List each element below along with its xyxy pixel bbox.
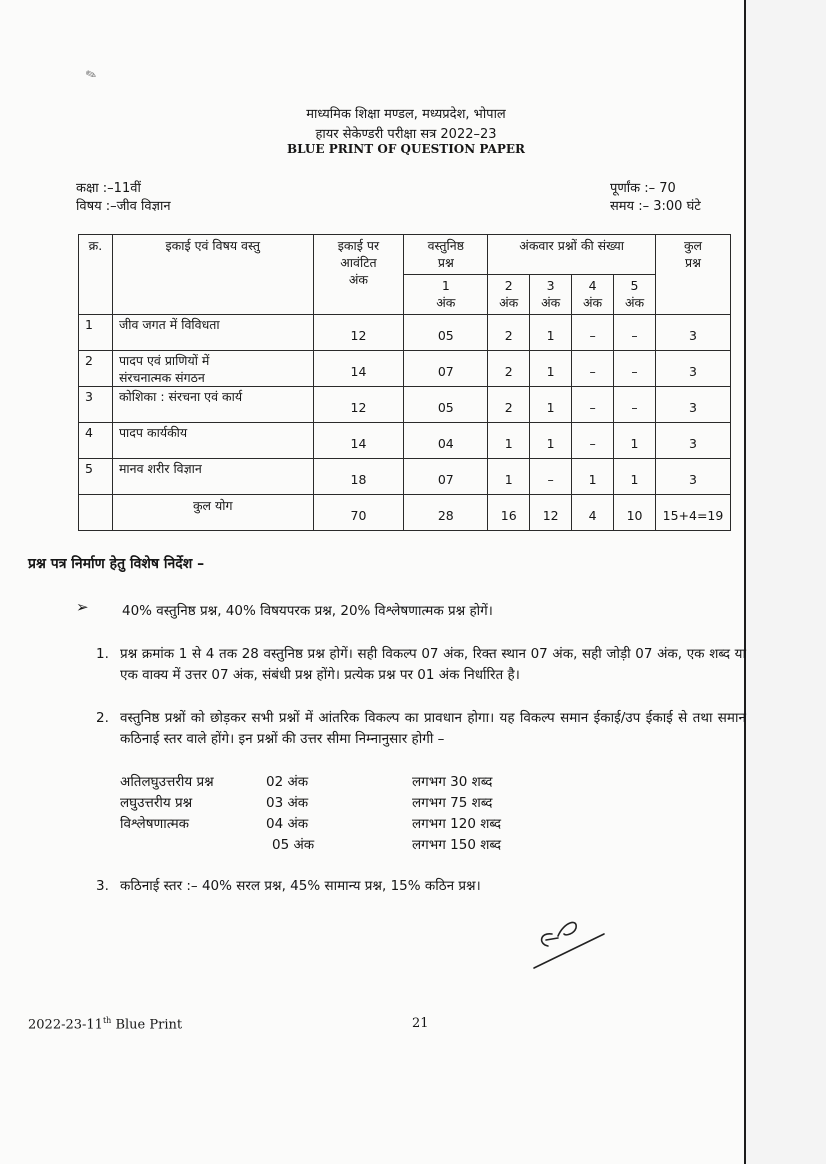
header-4mark: 4 अंक [572,275,614,315]
cell-total: 3 [655,459,730,495]
cell-m2: 2 [488,387,530,423]
cell-m4: 1 [572,459,614,495]
board-name: माध्यमिक शिक्षा मण्डल, मध्यप्रदेश, भोपाल [306,107,506,122]
pen-mark: ✎ [83,66,100,85]
scan-margin [746,0,826,1164]
weightage-text: 40% वस्तुनिष्ठ प्रश्न, 40% विषयपरक प्रश्न, 20% विश्लेषणात्मक प्रश्न होगें। [122,603,493,619]
table-row [79,387,731,423]
cell-unit: कोशिका : संरचना एवं कार्य [112,387,313,423]
cell-sn: 2 [79,351,113,387]
cell-total: 3 [655,315,730,351]
page-number: 21 [412,1016,429,1031]
cell-m4: 4 [572,495,614,531]
limit-marks: 02 अंक [266,774,309,790]
limit-type: लघुउत्तरीय प्रश्न [120,795,193,811]
cell-total: 3 [655,351,730,387]
table-row [79,423,731,459]
cell-m3: – [530,459,572,495]
cell-m2: 1 [488,423,530,459]
cell-sn [79,495,113,531]
cell-m5: 10 [614,495,656,531]
cell-unit: मानव शरीर विज्ञान [112,459,313,495]
cell-sn: 4 [79,423,113,459]
cell-m3: 12 [530,495,572,531]
header-unit: इकाई एवं विषय वस्तु [112,235,313,315]
cell-sn: 1 [79,315,113,351]
arrow-bullet-icon: ➢ [76,598,89,616]
limit-marks: 03 अंक [266,795,309,811]
blueprint-table [78,234,731,531]
cell-m5: 1 [614,423,656,459]
cell-m2: 1 [488,459,530,495]
cell-m4: – [572,387,614,423]
cell-marks: 18 [313,459,404,495]
table-row [79,459,731,495]
cell-objective: 05 [404,315,488,351]
cell-objective: 04 [404,423,488,459]
header-allotted-marks: इकाई पर आवंटित अंक [313,235,404,315]
document-title: BLUE PRINT OF QUESTION PAPER [286,142,526,156]
limit-words: लगभग 150 शब्द [412,837,502,853]
cell-objective: 05 [404,387,488,423]
header-markwise: अंकवार प्रश्नों की संख्या [488,235,656,275]
header-5mark: 5 अंक [614,275,656,315]
cell-m4: – [572,315,614,351]
header-objective: वस्तुनिष्ठ प्रश्न [404,235,488,275]
cell-marks: 12 [313,387,404,423]
header-sn: क्र. [79,235,113,315]
class-label: कक्षा :–11वीं [76,181,141,196]
cell-m4: – [572,423,614,459]
subject-label: विषय :–जीव विज्ञान [76,199,171,214]
header-3mark: 3 अंक [530,275,572,315]
cell-sn: 5 [79,459,113,495]
cell-marks: 70 [313,495,404,531]
limit-words: लगभग 120 शब्द [412,816,502,832]
time-label: समय :– 3:00 घंटे [610,199,701,214]
cell-m2: 2 [488,315,530,351]
table-row [79,351,731,387]
cell-m5: – [614,387,656,423]
table-total-row [79,495,731,531]
header-2mark: 2 अंक [488,275,530,315]
cell-m4: – [572,351,614,387]
table-row [79,315,731,351]
cell-m2: 2 [488,351,530,387]
limit-type: विश्लेषणात्मक [120,816,190,832]
signature-icon [530,912,610,972]
cell-m5: – [614,351,656,387]
limit-marks: 04 अंक [266,816,309,832]
cell-m3: 1 [530,315,572,351]
cell-unit: पादप कार्यकीय [112,423,313,459]
cell-marks: 14 [313,423,404,459]
limit-words: लगभग 30 शब्द [412,774,493,790]
footer-label: 2022-23-11th Blue Print [28,1016,183,1033]
limit-type: अतिलघुउत्तरीय प्रश्न [120,774,214,790]
cell-total: 3 [655,387,730,423]
full-marks-label: पूर्णांक :– 70 [610,181,676,196]
cell-objective: 07 [404,459,488,495]
cell-m3: 1 [530,387,572,423]
cell-m2: 16 [488,495,530,531]
cell-sn: 3 [79,387,113,423]
cell-unit: जीव जगत में विविधता [112,315,313,351]
cell-m5: – [614,315,656,351]
limit-words: लगभग 75 शब्द [412,795,493,811]
cell-marks: 14 [313,351,404,387]
cell-objective: 07 [404,351,488,387]
header-total: कुल प्रश्न [655,235,730,315]
cell-m3: 1 [530,423,572,459]
cell-total: 15+4=19 [655,495,730,531]
cell-total-label: कुल योग [112,495,313,531]
cell-total: 3 [655,423,730,459]
cell-unit: पादप एवं प्राणियों में संरचनात्मक संगठन [112,351,313,387]
cell-objective: 28 [404,495,488,531]
header-objective-1mark: 1 अंक [404,275,488,315]
limit-marks: 05 अंक [272,837,315,853]
cell-m3: 1 [530,351,572,387]
cell-m5: 1 [614,459,656,495]
cell-marks: 12 [313,315,404,351]
instructions-heading: प्रश्न पत्र निर्माण हेतु विशेष निर्देश – [28,556,205,572]
exam-session: हायर सेकेण्डरी परीक्षा सत्र 2022–23 [315,127,497,142]
